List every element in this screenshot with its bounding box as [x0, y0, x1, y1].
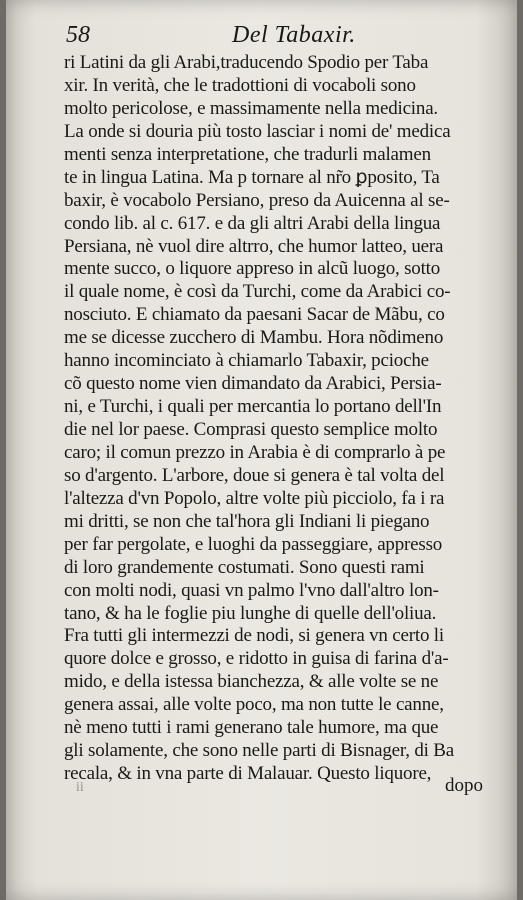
text-line: l'altezza d'vn Popolo, altre volte più picciolo, fa i ra	[64, 487, 445, 509]
book-page	[6, 0, 517, 900]
text-line: ni, e Turchi, i quali per mercantia lo portano dell'In	[64, 396, 442, 418]
running-title: Del Tabaxir.	[232, 22, 356, 48]
text-line: me se dicesse zucchero di Mambu. Hora nõdimeno	[64, 327, 444, 349]
text-line: mido, e della istessa bianchezza, & alle volte se ne	[64, 671, 439, 693]
text-line: di loro grandemente costumati. Sono questi rami	[64, 556, 425, 578]
text-line: condo lib. al c. 617. e da gli altri Arabi della lingua	[64, 212, 441, 234]
text-line: tano, & ha le foglie piu lunghe di quelle dell'oliua.	[64, 602, 437, 624]
text-line: nè meno tutti i rami generano tale humore, ma que	[64, 717, 439, 739]
text-line: con molti nodi, quasi vn palmo l'vno dall'altro lon-	[64, 579, 439, 601]
text-line: hanno incominciato à chiamarlo Tabaxir, pcioche	[64, 350, 429, 372]
text-line: recala, & in vna parte di Malauar. Questo liquore,	[64, 763, 432, 785]
text-line: baxir, è vocabolo Persiano, preso da Auicenna al se-	[64, 189, 450, 211]
text-line: te in lingua Latina. Ma p tornare al nr̃o ꝑposito, Ta	[64, 166, 440, 188]
page-number: 58	[66, 22, 90, 48]
text-line: xir. In verità, che le tradottioni di vocaboli sono	[64, 74, 416, 96]
text-line: il quale nome, è così da Turchi, come da Arabici co-	[64, 281, 451, 303]
text-line: quore dolce e grosso, e ridotto in guisa di farina d'a-	[64, 648, 449, 670]
text-line: caro; il comun prezzo in Arabia è di comprarlo à pe	[64, 441, 446, 463]
text-line: menti senza interpretatione, che tradurli malamen	[64, 143, 431, 165]
text-line: die nel lor paese. Comprasi questo semplice molto	[64, 419, 438, 440]
text-line: molto pericolose, e massimamente nella medicina.	[64, 97, 438, 119]
page-header	[66, 22, 477, 52]
text-line: ri Latini da gli Arabi,traducendo Spodio per Taba	[64, 52, 429, 73]
text-line: cõ questo nome vien dimandato da Arabici, Persia-	[64, 373, 442, 395]
text-line: mente succo, o liquore appreso in alcũ luogo, sotto	[64, 258, 441, 280]
catchword: dopo	[445, 775, 483, 796]
text-line: nosciuto. E chiamato da paesani Sacar de Mãbu, co	[64, 304, 445, 326]
body-text	[64, 52, 498, 786]
text-line: Persiana, nè vuol dire altrro, che humor latteo, uera	[64, 235, 444, 257]
text-line: so d'argento. L'arbore, doue si genera è tal volta del	[64, 464, 445, 486]
text-line: La onde si douria più tosto lasciar i nomi de' medica	[64, 120, 451, 142]
signature-mark: ii	[76, 780, 84, 795]
text-line: gli solamente, che sono nelle parti di Bisnager, di Ba	[64, 740, 454, 762]
text-line: mi dritti, se non che tal'hora gli Indiani li piegano	[64, 510, 430, 532]
text-line: Fra tutti gli intermezzi de nodi, si genera vn certo li	[64, 625, 444, 647]
text-line: per far pergolate, e luoghi da passeggiare, appresso	[64, 533, 443, 555]
text-line: genera assai, alle volte poco, ma non tutte le canne,	[64, 694, 444, 716]
